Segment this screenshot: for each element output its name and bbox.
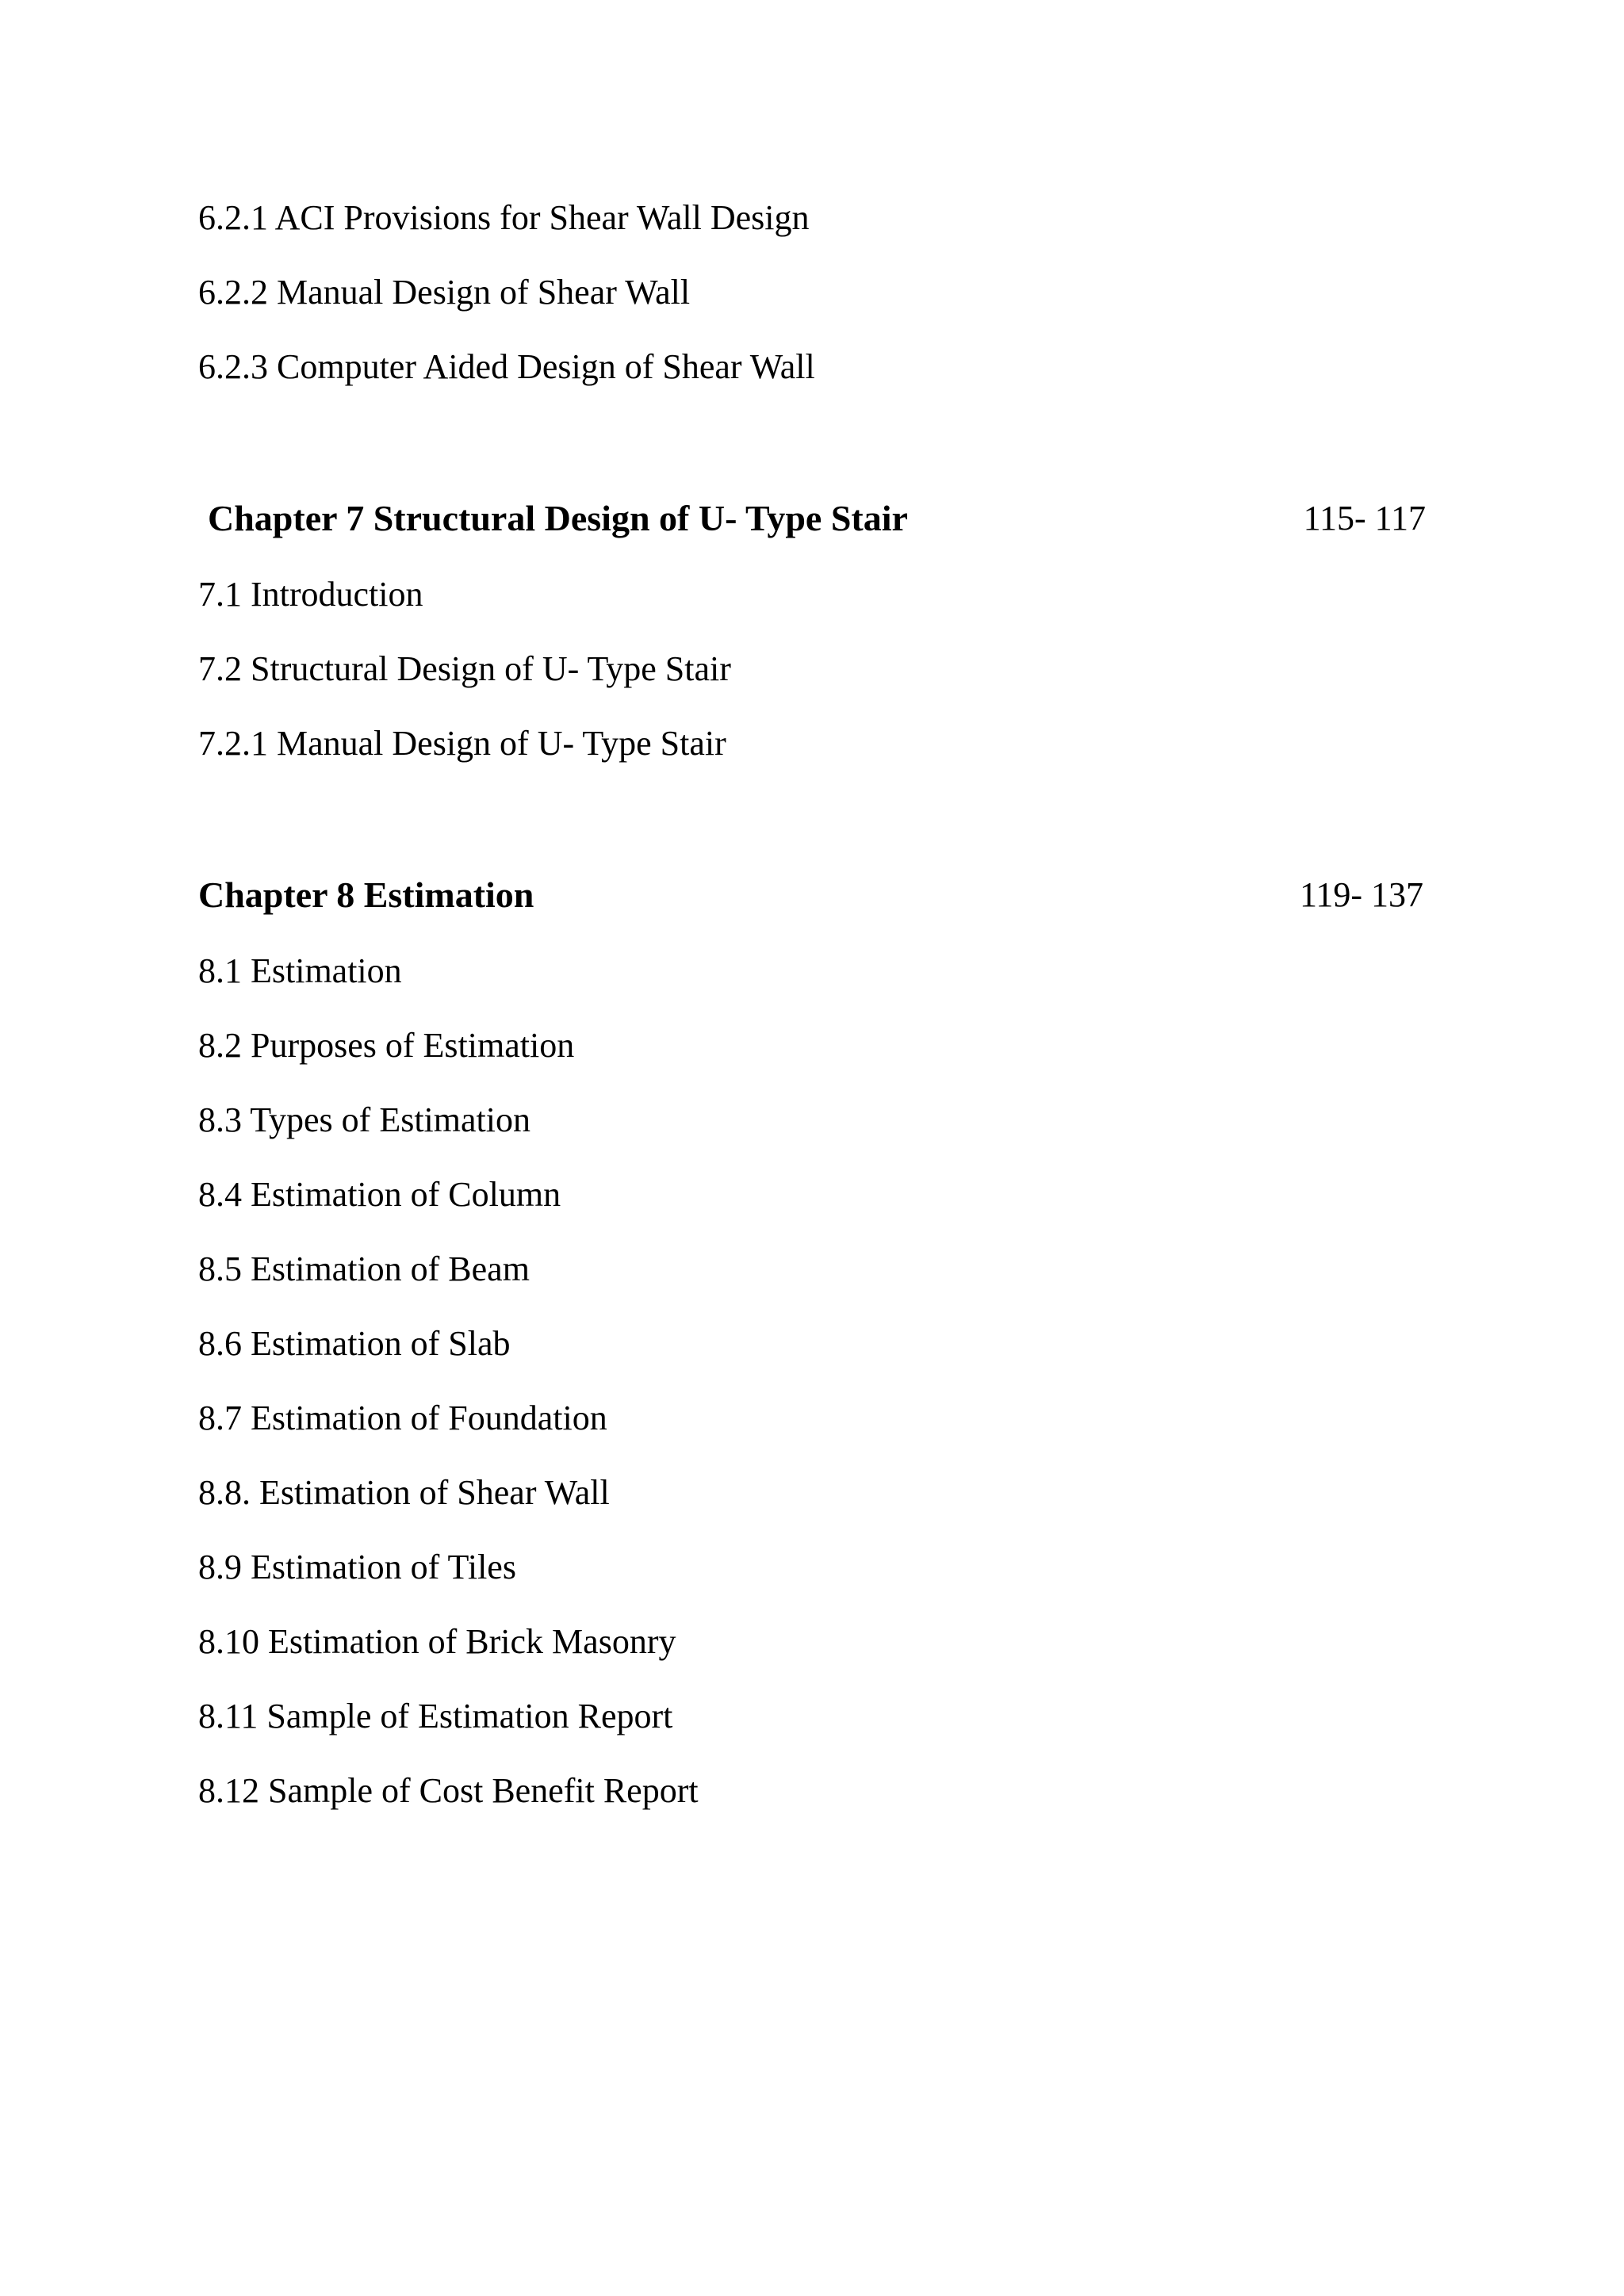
toc-entry-8-2: 8.2 Purposes of Estimation xyxy=(198,1026,575,1065)
toc-entry-8-5: 8.5 Estimation of Beam xyxy=(198,1249,530,1288)
toc-entry-8-8: 8.8. Estimation of Shear Wall xyxy=(198,1473,610,1512)
toc-entry-8-11: 8.11 Sample of Estimation Report xyxy=(198,1697,673,1735)
toc-entry-6-2-1: 6.2.1 ACI Provisions for Shear Wall Design xyxy=(198,198,810,237)
toc-entry-8-7: 8.7 Estimation of Foundation xyxy=(198,1399,607,1437)
toc-entry-7-2: 7.2 Structural Design of U- Type Stair xyxy=(198,649,731,688)
toc-entry-8-10: 8.10 Estimation of Brick Masonry xyxy=(198,1622,676,1661)
toc-entry-8-12: 8.12 Sample of Cost Benefit Report xyxy=(198,1771,699,1810)
toc-entry-8-9: 8.9 Estimation of Tiles xyxy=(198,1548,516,1586)
toc-entry-8-3: 8.3 Types of Estimation xyxy=(198,1100,530,1139)
chapter-8-pages: 119- 137 xyxy=(1299,875,1423,914)
toc-entry-8-1: 8.1 Estimation xyxy=(198,951,402,990)
toc-entry-6-2-2: 6.2.2 Manual Design of Shear Wall xyxy=(198,273,691,312)
toc-entry-8-6: 8.6 Estimation of Slab xyxy=(198,1324,511,1363)
toc-entry-8-4: 8.4 Estimation of Column xyxy=(198,1175,561,1214)
chapter-8-title: Chapter 8 Estimation xyxy=(198,874,534,915)
chapter-7-pages: 115- 117 xyxy=(1303,499,1426,538)
toc-entry-7-2-1: 7.2.1 Manual Design of U- Type Stair xyxy=(198,724,726,763)
toc-entry-6-2-3: 6.2.3 Computer Aided Design of Shear Wall xyxy=(198,347,815,386)
toc-entry-7-1: 7.1 Introduction xyxy=(198,575,423,614)
chapter-7-title: Chapter 7 Structural Design of U- Type Stair xyxy=(208,498,908,538)
